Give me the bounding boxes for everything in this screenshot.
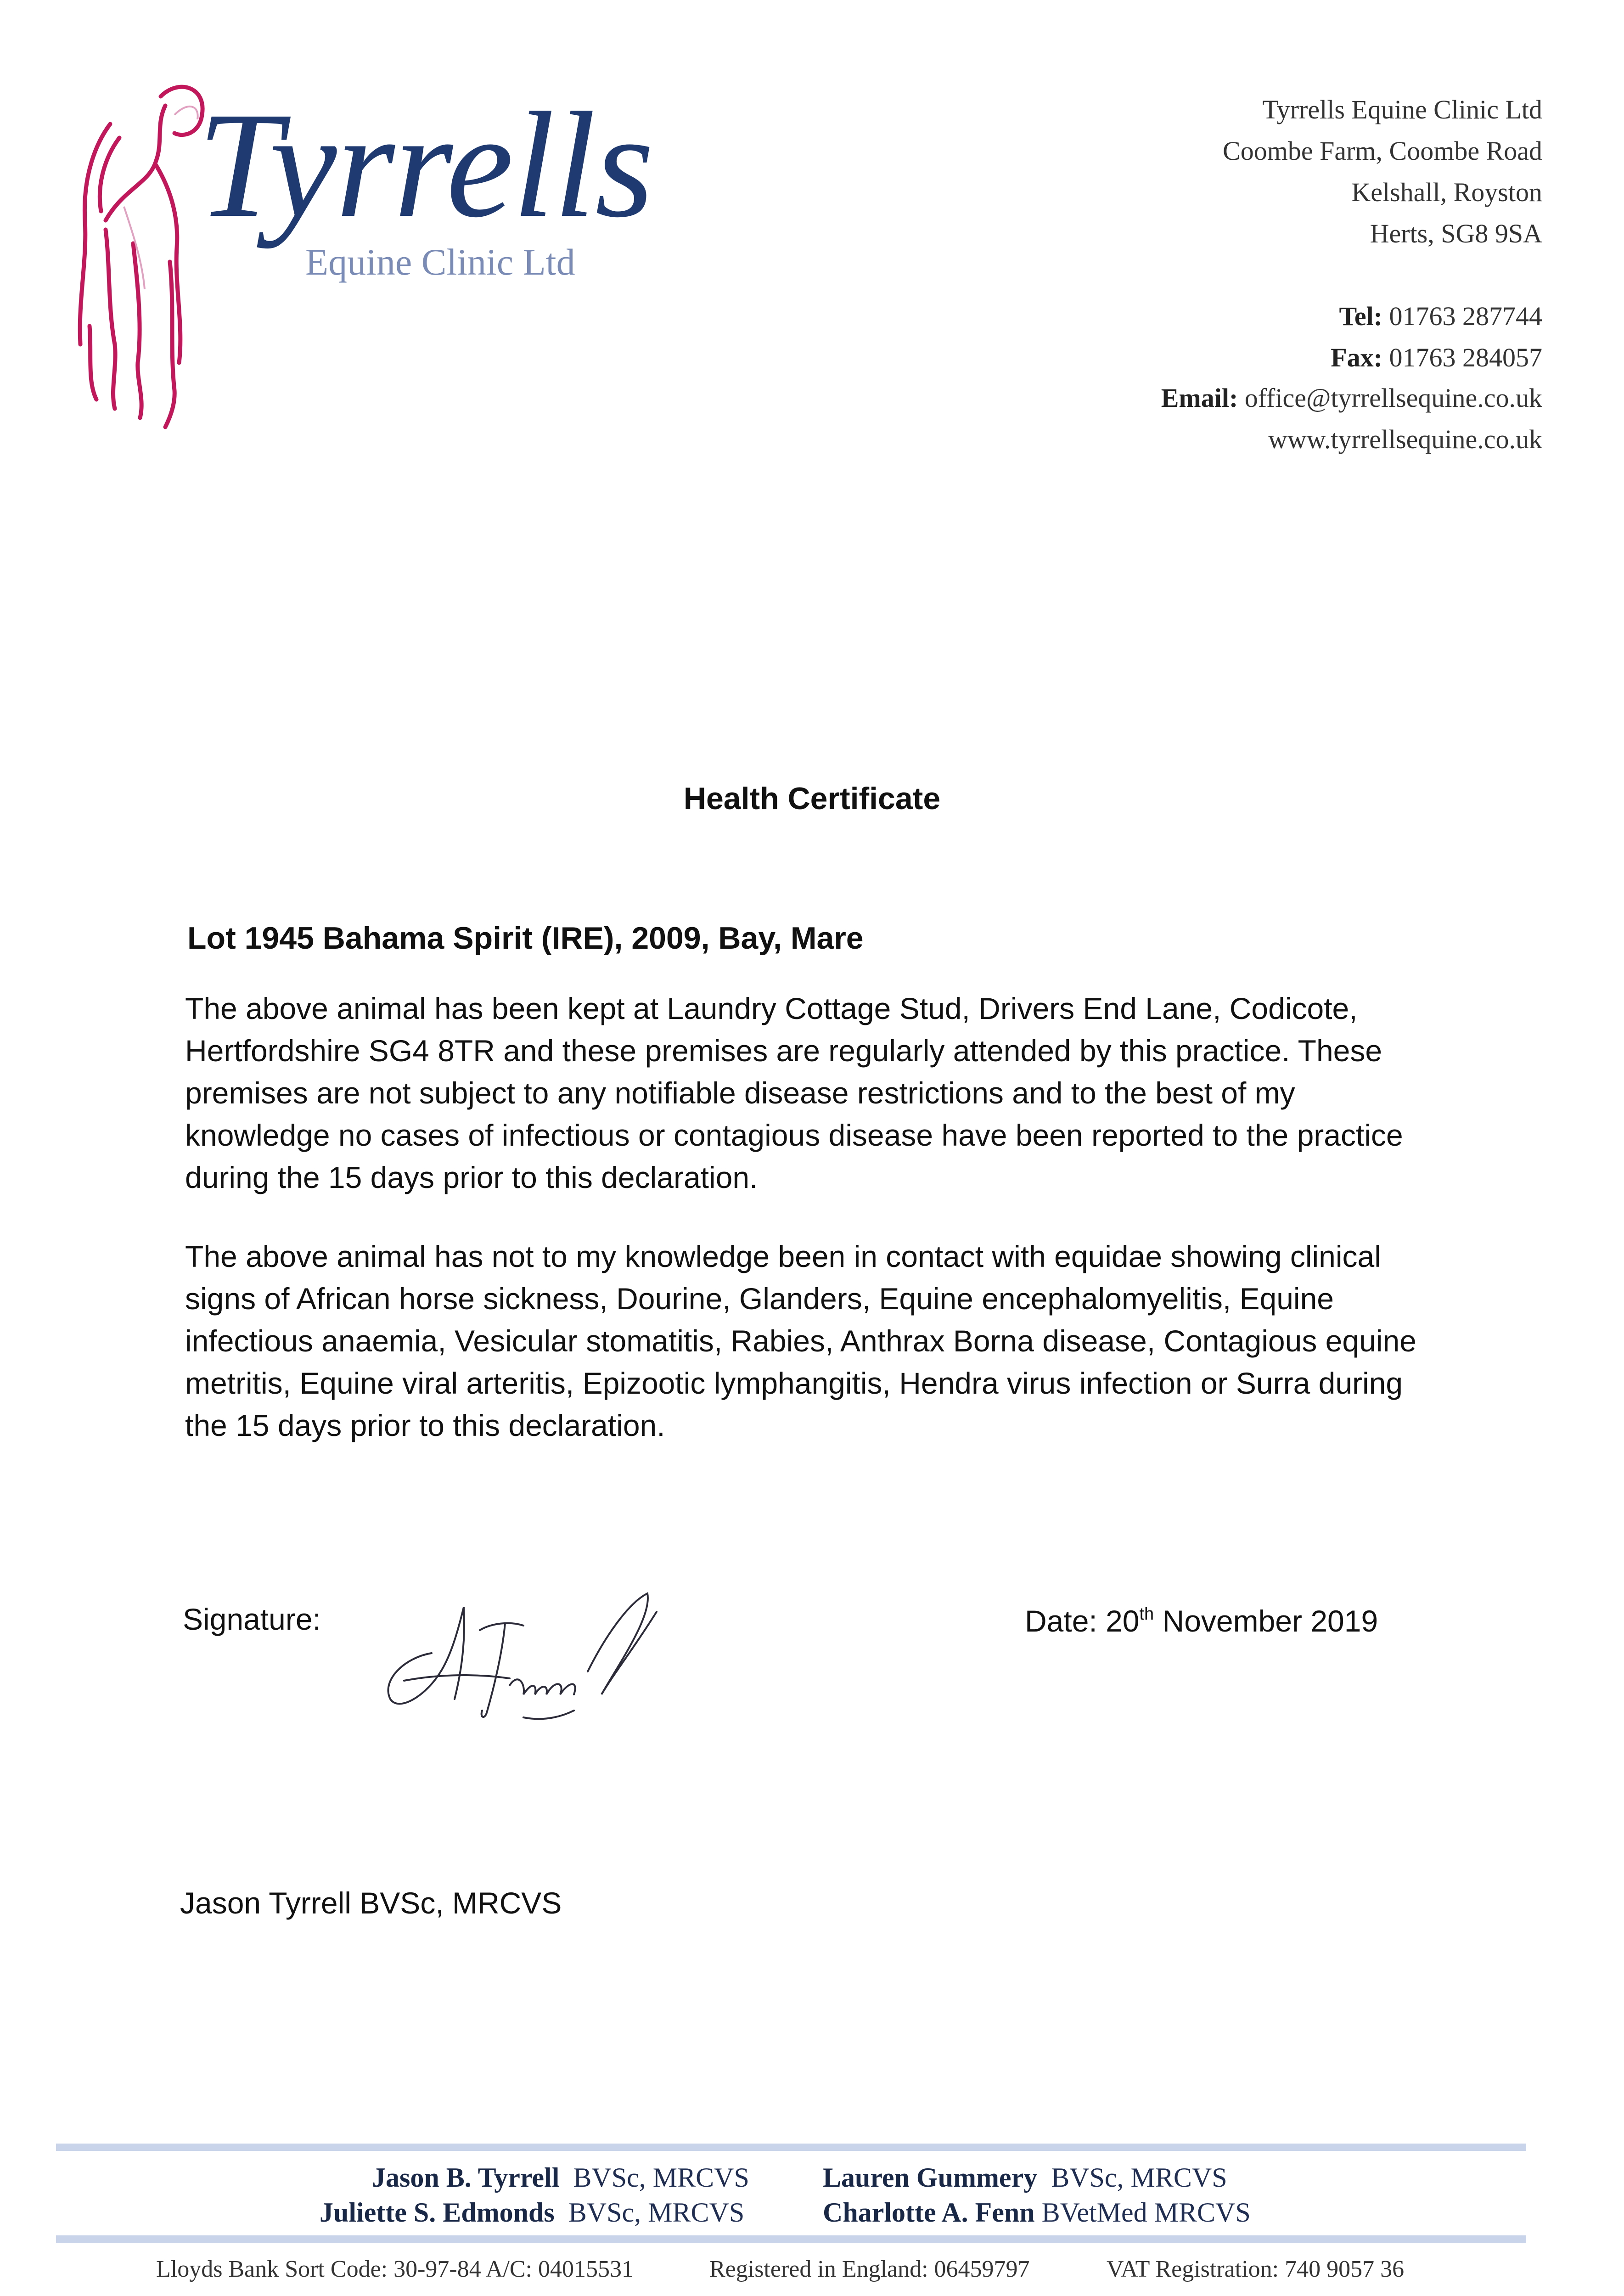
fax-label: Fax: xyxy=(1331,343,1382,372)
website-link[interactable]: www.tyrrellsequine.co.uk xyxy=(1268,424,1542,454)
logo-subtitle: Equine Clinic Ltd xyxy=(305,241,575,283)
footer-divider-top xyxy=(56,2144,1526,2151)
vet-entry xyxy=(823,2162,1227,2194)
document-title: Health Certificate xyxy=(683,781,941,816)
email-line xyxy=(1161,385,1542,411)
tel-value: 01763 287744 xyxy=(1389,301,1542,331)
date-rest: November 2019 xyxy=(1154,1604,1378,1638)
bank-details: Lloyds Bank Sort Code: 30-97-84 A/C: 04015531 xyxy=(156,2256,634,2282)
email-value[interactable]: office@tyrrellsequine.co.uk xyxy=(1244,383,1542,413)
vet-name: Lauren Gummery xyxy=(823,2162,1038,2193)
address-line-3: Kelshall, Royston xyxy=(1351,177,1542,207)
date-ordinal: th xyxy=(1139,1604,1154,1624)
footer-divider-bottom xyxy=(56,2235,1526,2243)
logo-wordmark: Tyrrells xyxy=(197,81,653,249)
vet-name: Charlotte A. Fenn xyxy=(823,2197,1035,2228)
premises-paragraph: The above animal has been kept at Laundry Cottage Stud, Drivers End Lane, Codicote, Hertfordshire SG4 8TR and these premises are regularly attended by this practice. These premises are not subject to any notifiable disease restrictions and to the best of my knowledge no cases of infectious or contagious disease have been reported to the practice during the 15 days prior to this declaration. xyxy=(185,991,1403,1194)
address-line-1: Tyrrells Equine Clinic Ltd xyxy=(1262,95,1542,124)
vet-name: Jason B. Tyrrell xyxy=(372,2162,560,2193)
signatory-name: Jason Tyrrell BVSc, MRCVS xyxy=(180,1886,562,1920)
address-line-2: Coombe Farm, Coombe Road xyxy=(1223,136,1542,166)
email-label: Email: xyxy=(1161,383,1238,413)
tel-label: Tel: xyxy=(1339,301,1382,331)
date-prefix: Date: 20 xyxy=(1025,1604,1140,1638)
company-registration: Registered in England: 06459797 xyxy=(709,2256,1030,2282)
tel-line xyxy=(1339,303,1542,330)
signature-image xyxy=(372,1580,693,1722)
signature-label: Signature: xyxy=(183,1602,321,1636)
vet-entry xyxy=(372,2162,749,2194)
vet-entry xyxy=(823,2197,1251,2228)
vet-quals: BVSc, MRCVS xyxy=(568,2197,745,2228)
vet-quals: BVSc, MRCVS xyxy=(573,2162,749,2193)
vet-quals: BVSc, MRCVS xyxy=(1051,2162,1227,2193)
vet-name: Juliette S. Edmonds xyxy=(320,2197,555,2228)
vet-entry xyxy=(320,2197,744,2228)
vet-quals: BVetMed MRCVS xyxy=(1041,2197,1251,2228)
date-line xyxy=(1025,1604,1378,1638)
lot-heading: Lot 1945 Bahama Spirit (IRE), 2009, Bay, Mare xyxy=(187,921,864,956)
fax-value: 01763 284057 xyxy=(1389,343,1542,372)
contact-paragraph: The above animal has not to my knowledge been in contact with equidae showing clinical signs of African horse sickness, Dourine, Glanders, Equine encephalomyelitis, Equine infectious anaemia, Vesicular stomatitis, Rabies, Anthrax Borna disease, Contagious equine metritis, Equine viral arteritis, Epizootic lymphangitis, Hendra virus infection or Surra during the 15 days prior to this declaration. xyxy=(185,1239,1416,1442)
horse-logo-icon xyxy=(64,69,211,436)
fax-line xyxy=(1331,344,1542,371)
address-line-4: Herts, SG8 9SA xyxy=(1370,219,1542,248)
vat-registration: VAT Registration: 740 9057 36 xyxy=(1107,2256,1405,2282)
